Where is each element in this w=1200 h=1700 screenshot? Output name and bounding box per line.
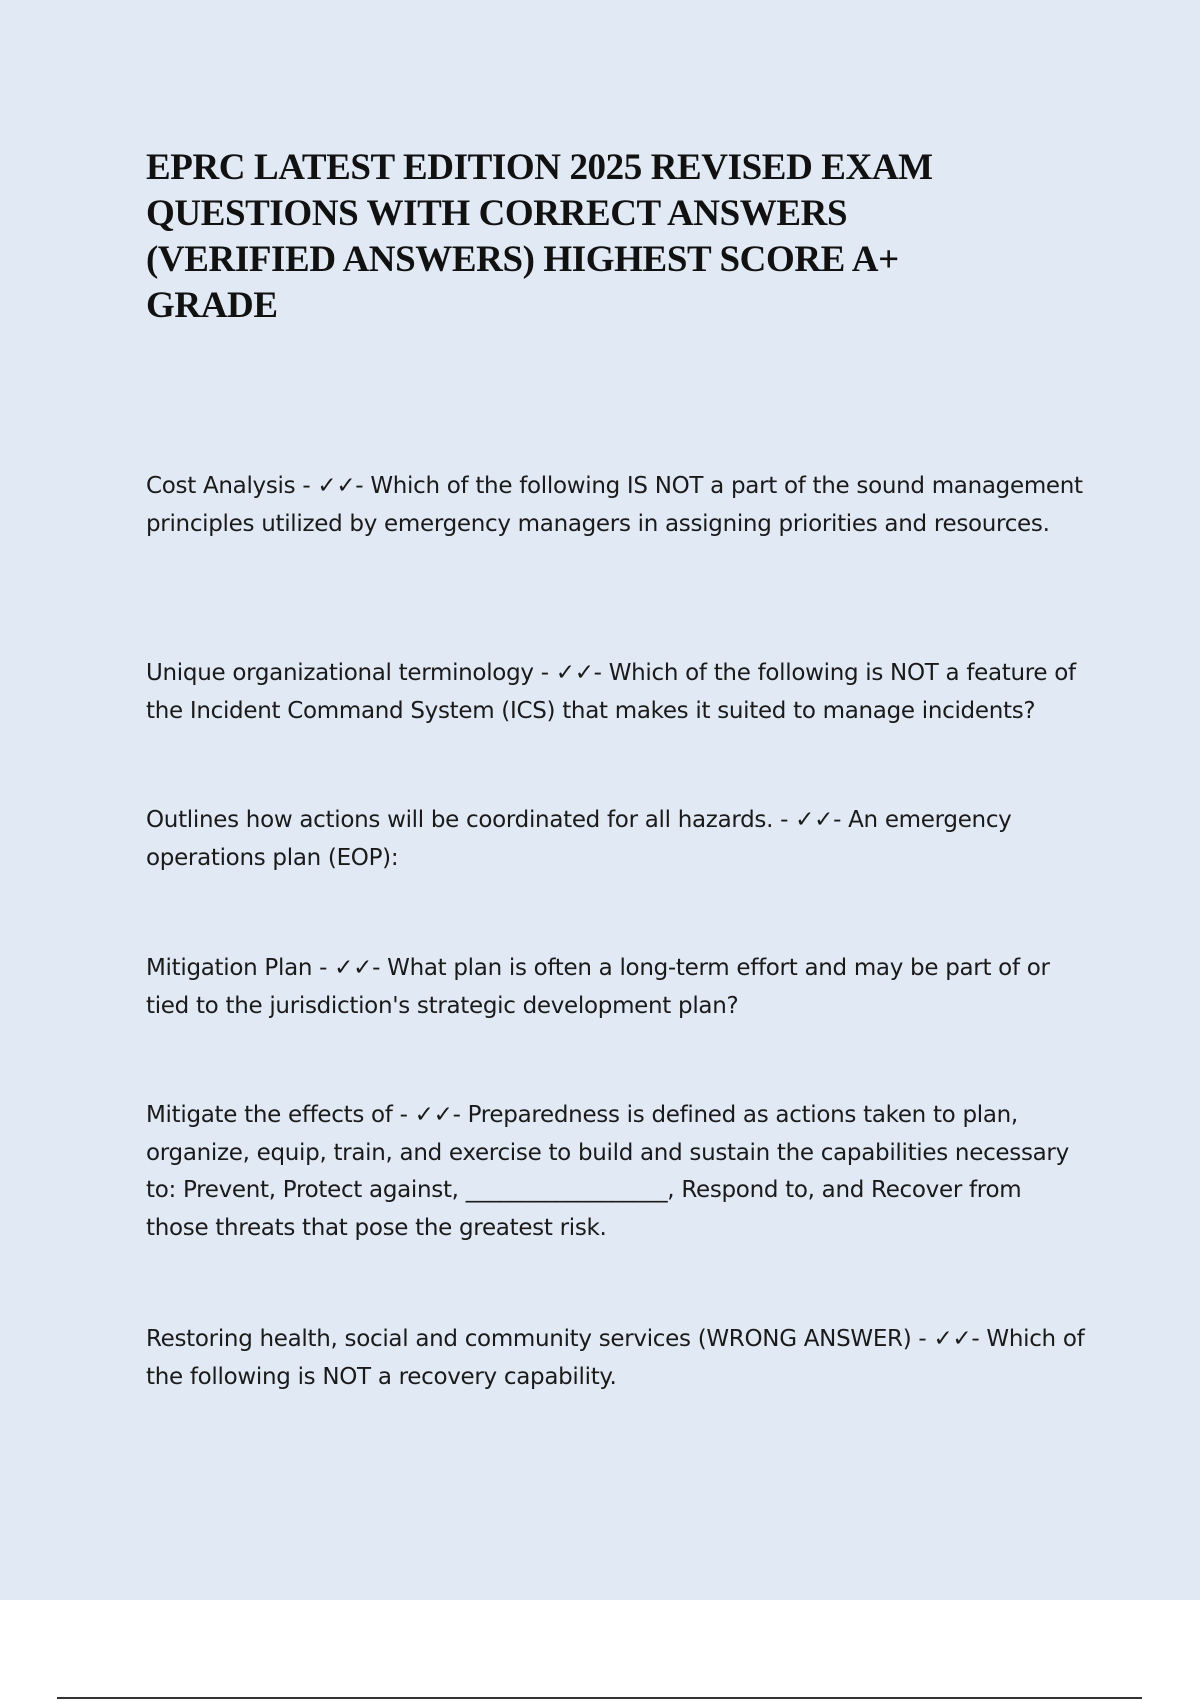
- footer-divider: [57, 1697, 1142, 1699]
- separator: -: [355, 473, 371, 499]
- qa-item: [146, 950, 1086, 1025]
- answer-text: Unique organizational terminology: [146, 660, 534, 686]
- separator: -: [295, 473, 318, 499]
- answer-text: Cost Analysis: [146, 473, 296, 499]
- answer-text: Outlines how actions will be coordinated for all hazards.: [146, 807, 774, 833]
- question-text: What plan is often a long-term effort and may be part of or tied to the jurisdiction's strategic development plan?: [146, 955, 1050, 1019]
- qa-item: [146, 802, 1086, 877]
- double-check-icon: ✓✓: [334, 955, 373, 981]
- separator: -: [533, 660, 556, 686]
- question-text: Which of the following is NOT a recovery capability.: [146, 1326, 1085, 1390]
- separator: -: [593, 660, 609, 686]
- question-text: Preparedness is defined as actions taken to plan, organize, equip, train, and exercise to build and sustain the capabilities necessary to: Prevent, Protect against, __________________, Respond to, and Recover from those threats that pose the greatest risk.: [146, 1102, 1069, 1241]
- separator: -: [971, 1326, 987, 1352]
- double-check-icon: ✓✓: [933, 1326, 972, 1352]
- question-text: Which of the following IS NOT a part of the sound management principles utilized by emergency managers in assigning priorities and resources.: [146, 473, 1083, 537]
- separator: -: [392, 1102, 415, 1128]
- qa-item: [146, 1097, 1086, 1247]
- document-title: EPRC LATEST EDITION 2025 REVISED EXAM QUESTIONS WITH CORRECT ANSWERS (VERIFIED ANSWERS) HIGHEST SCORE A+ GRADE: [146, 147, 933, 326]
- question-text: An emergency operations plan (EOP):: [146, 807, 1012, 871]
- separator: -: [833, 807, 849, 833]
- double-check-icon: ✓✓: [795, 807, 834, 833]
- double-check-icon: ✓✓: [555, 660, 594, 686]
- separator: -: [452, 1102, 468, 1128]
- qa-item: [146, 468, 1086, 543]
- separator: -: [911, 1326, 934, 1352]
- answer-text: Mitigation Plan: [146, 955, 313, 981]
- question-text: Which of the following is NOT a feature of the Incident Command System (ICS) that makes it suited to manage incidents?: [146, 660, 1076, 724]
- double-check-icon: ✓✓: [414, 1102, 453, 1128]
- qa-item: [146, 655, 1086, 730]
- double-check-icon: ✓✓: [317, 473, 356, 499]
- separator: -: [372, 955, 388, 981]
- answer-text: Mitigate the effects of: [146, 1102, 393, 1128]
- separator: -: [773, 807, 796, 833]
- qa-item: [146, 1321, 1086, 1396]
- answer-text: Restoring health, social and community services (WRONG ANSWER): [146, 1326, 912, 1352]
- separator: -: [312, 955, 335, 981]
